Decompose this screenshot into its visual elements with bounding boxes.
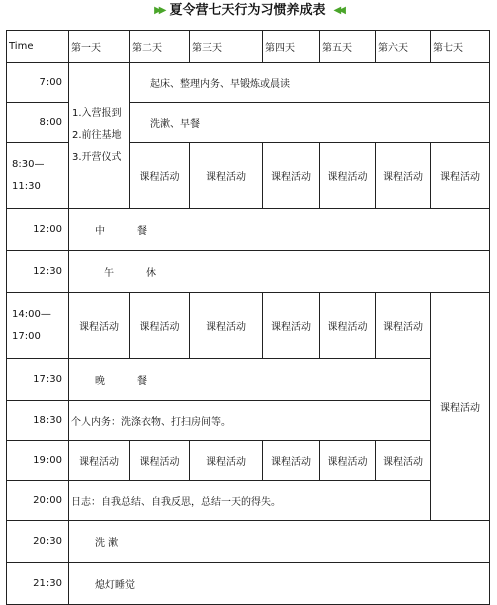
lunch-text-b: 餐 xyxy=(137,226,147,237)
header-day3: 第三天 xyxy=(190,31,263,63)
course-cell: 课程活动 xyxy=(376,293,431,359)
course-cell: 课程活动 xyxy=(69,441,130,481)
nap-text-a: 午 xyxy=(104,268,114,279)
course-cell: 课程活动 xyxy=(130,143,190,209)
row-1900 xyxy=(7,441,490,481)
diary-cell: 日志：自我总结、自我反思，总结一天的得失。 xyxy=(69,481,431,521)
header-time: Time xyxy=(7,31,69,63)
header-day5: 第五天 xyxy=(320,31,376,63)
row-2030 xyxy=(7,521,490,563)
course-cell: 课程活动 xyxy=(263,441,320,481)
breakfast-cell: 洗漱、早餐 xyxy=(130,103,490,143)
row-0700 xyxy=(7,63,490,103)
row-1830 xyxy=(7,401,490,441)
course-cell: 课程活动 xyxy=(376,143,431,209)
lunch-cell xyxy=(69,209,490,251)
day7-course-cell: 课程活动 xyxy=(431,293,490,521)
title-text: 夏令营七天行为习惯养成表 xyxy=(169,3,326,18)
header-day6: 第六天 xyxy=(376,31,431,63)
morning-routine-cell: 起床、整理内务、早锻炼或晨读 xyxy=(130,63,490,103)
header-day7: 第七天 xyxy=(431,31,490,63)
personal-chores-cell: 个人内务：洗涤衣物、打扫房间等。 xyxy=(69,401,431,441)
course-cell: 课程活动 xyxy=(263,143,320,209)
course-cell: 课程活动 xyxy=(69,293,130,359)
course-cell: 课程活动 xyxy=(190,293,263,359)
course-cell: 课程活动 xyxy=(320,293,376,359)
time-cell: 20:00 xyxy=(7,481,69,521)
time-cell: 18:30 xyxy=(7,401,69,441)
row-1230 xyxy=(7,251,490,293)
header-row xyxy=(7,31,490,63)
time-cell: 8:00 xyxy=(7,103,69,143)
time-cell: 17:30 xyxy=(7,359,69,401)
time-cell: 8:30—11:30 xyxy=(7,143,69,209)
course-cell: 课程活动 xyxy=(190,143,263,209)
dinner-cell xyxy=(69,359,431,401)
time-cell: 12:00 xyxy=(7,209,69,251)
page-title xyxy=(0,0,497,22)
double-arrow-right-icon: ▶▶ xyxy=(154,5,164,16)
course-cell: 课程活动 xyxy=(376,441,431,481)
double-arrow-left-icon: ◀◀ xyxy=(333,5,343,16)
time-cell: 21:30 xyxy=(7,563,69,605)
nap-text-b: 休 xyxy=(146,268,156,279)
row-2000 xyxy=(7,481,490,521)
course-cell: 课程活动 xyxy=(431,143,490,209)
time-cell: 14:00—17:00 xyxy=(7,293,69,359)
course-cell: 课程活动 xyxy=(130,441,190,481)
nap-cell xyxy=(69,251,490,293)
time-cell: 12:30 xyxy=(7,251,69,293)
course-cell: 课程活动 xyxy=(190,441,263,481)
time-cell: 20:30 xyxy=(7,521,69,563)
header-day2: 第二天 xyxy=(130,31,190,63)
day1-schedule-cell: 1.入营报到 2.前往基地 3.开营仪式 xyxy=(69,63,130,209)
course-cell: 课程活动 xyxy=(320,143,376,209)
time-cell: 7:00 xyxy=(7,63,69,103)
lights-out-cell: 熄灯睡觉 xyxy=(69,563,490,605)
course-cell: 课程活动 xyxy=(263,293,320,359)
header-day1: 第一天 xyxy=(69,31,130,63)
course-cell: 课程活动 xyxy=(130,293,190,359)
row-2130 xyxy=(7,563,490,605)
row-1200 xyxy=(7,209,490,251)
dinner-text-a: 晚 xyxy=(95,376,105,387)
row-1730 xyxy=(7,359,490,401)
dinner-text-b: 餐 xyxy=(137,376,147,387)
wash-cell: 洗 漱 xyxy=(69,521,490,563)
course-cell: 课程活动 xyxy=(320,441,376,481)
lunch-text-a: 中 xyxy=(95,226,105,237)
row-1400 xyxy=(7,293,490,359)
time-cell: 19:00 xyxy=(7,441,69,481)
schedule-table xyxy=(6,30,490,605)
header-day4: 第四天 xyxy=(263,31,320,63)
